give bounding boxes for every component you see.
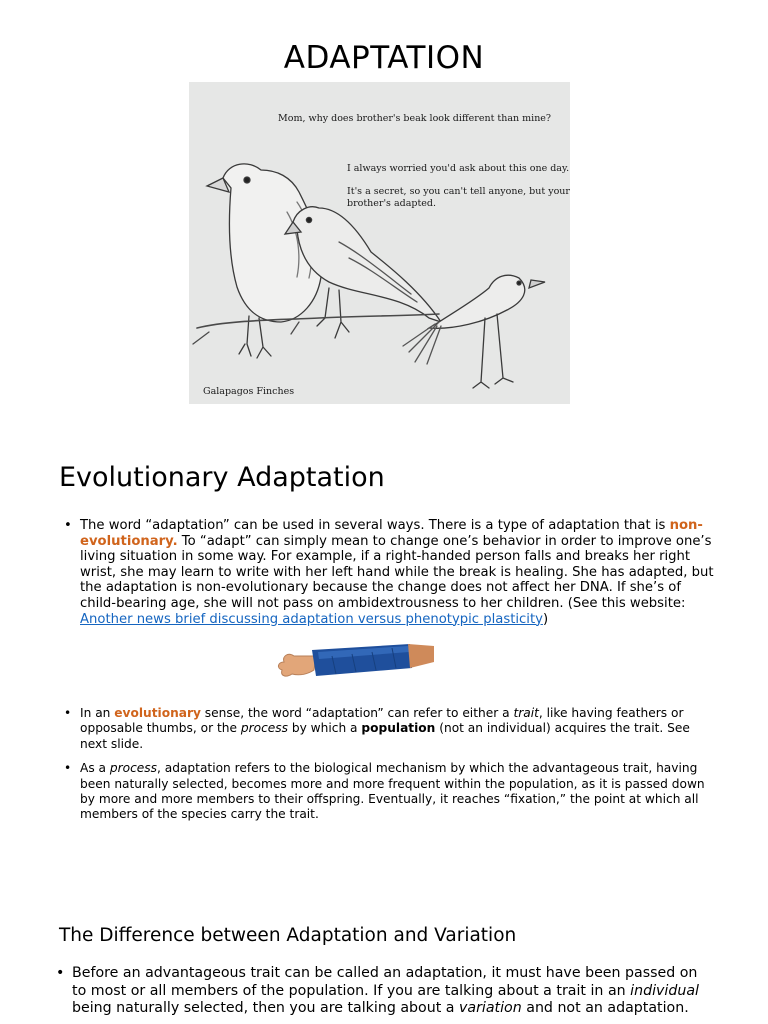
bullet-text: by which a: [287, 721, 362, 736]
list-item: [56, 965, 716, 1018]
italic-term: process: [240, 721, 288, 736]
section-heading: The Difference between Adaptation and Variation: [59, 925, 517, 946]
finch-comic-image: [189, 82, 570, 404]
bullet-list: [56, 965, 716, 1018]
italic-term: variation: [458, 1000, 522, 1017]
finches-drawing: [189, 82, 570, 404]
arm-cast-image: [272, 634, 436, 700]
bullet-text: ): [542, 611, 549, 627]
bullet-text: To “adapt” can simply mean to change one’s behavior in order to improve one’s living situation in some way. For example, if a right-handed person falls and breaks her right wrist, she may learn to write with her left hand while the break is healing. She has adapted, but the adaptation is non-evolutionary because the change does not affect her DNA. If she’s of child-bearing age, she will not pass on ambidextrousness to her children. (See this website:: [80, 533, 714, 611]
comic-answer-text: It's a secret, so you can't tell anyone, but your: [347, 186, 570, 197]
italic-term: process: [109, 761, 158, 776]
slide-title: ADAPTATION: [283, 40, 485, 76]
bullet-text: and not an adaptation.: [521, 1000, 689, 1017]
comic-answer-text: brother's adapted.: [347, 198, 436, 209]
bullet-text: being naturally selected, then you are talking about a: [72, 1000, 459, 1017]
bullet-text: sense, the word “adaptation” can refer to either a: [200, 706, 514, 720]
bullet-text: The word “adaptation” can be used in several ways. There is a type of adaptation that is: [80, 518, 670, 533]
highlight-term: non-evolutionary.: [80, 518, 703, 549]
italic-term: trait: [513, 706, 539, 720]
highlight-term: evolutionary: [114, 706, 201, 720]
bullet-text: , like having feathers or opposable thumbs, or the: [80, 706, 684, 736]
bullet-text: Before an advantageous trait can be called an adaptation, it must have been passed on to most or all members of the population. If you are talking about a trait in an: [72, 965, 698, 999]
section-heading: Evolutionary Adaptation: [59, 462, 385, 493]
bullet-list: [64, 706, 714, 832]
comic-answer-text: I always worried you'd ask about this one day.: [347, 163, 570, 174]
bullet-text: (not an individual) acquires the trait. See next slide.: [80, 721, 690, 751]
list-item: [64, 518, 714, 627]
italic-term: individual: [630, 982, 699, 999]
bullet-text: , adaptation refers to the biological mechanism by which the advantageous trait, having been naturally selected, becomes more and more frequent within the population, as it is passed down by more and more members to their offspring. Eventually, it reaches “fixation,” the point at which all members of the species carry the trait.: [80, 761, 705, 822]
website-link[interactable]: Another news brief discussing adaptation versus phenotypic plasticity: [80, 611, 543, 627]
comic-question-text: Mom, why does brother's beak look different than mine?: [278, 113, 552, 124]
bullet-text: In an: [80, 706, 115, 720]
list-item: [64, 706, 714, 752]
bullet-text: As a: [80, 761, 110, 776]
comic-caption: Galapagos Finches: [203, 386, 295, 397]
list-item: [64, 761, 714, 823]
bold-term: population: [361, 721, 436, 736]
bullet-list: [64, 518, 714, 627]
